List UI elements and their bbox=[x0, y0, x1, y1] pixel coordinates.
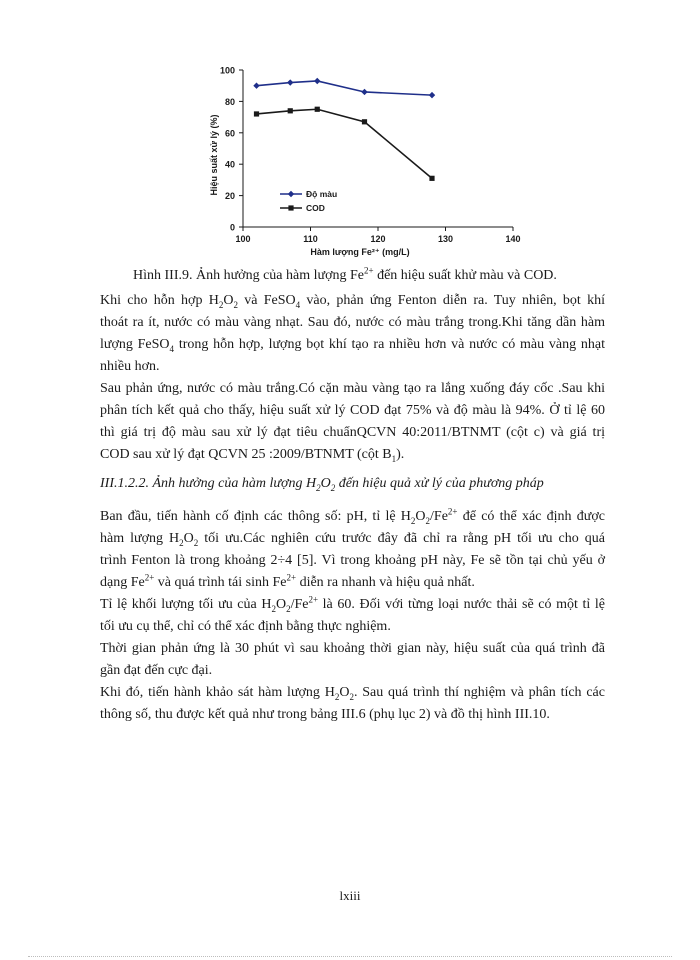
axes bbox=[243, 70, 513, 227]
page-border bbox=[28, 956, 672, 957]
series-group bbox=[253, 78, 435, 181]
legend-label: Độ màu bbox=[306, 189, 338, 199]
series-line bbox=[257, 81, 433, 95]
p3-line-3: trình Fenton là trong khoảng 2÷4 [5]. Vì trong khoảng pH này, Fe sẽ tồn tại chủ yếu ở bbox=[100, 553, 605, 568]
series-cod bbox=[254, 107, 435, 181]
p2-line-4: COD sau xử lý đạt QCVN 25 :2009/BTNMT (cột $B_1$). bbox=[100, 447, 405, 464]
legend-marker bbox=[288, 205, 293, 210]
x-tick-label: 140 bbox=[505, 234, 521, 244]
data-point bbox=[287, 79, 293, 85]
y-tick-label: 20 bbox=[224, 191, 235, 202]
y-tick-label: 0 bbox=[229, 222, 235, 233]
paragraph-1 bbox=[100, 290, 605, 378]
p6-line-1: Khi đó, tiến hành khảo sát hàm lượng $H_2O_2$. Sau quá trình thí nghiệm và phân tích các bbox=[100, 685, 605, 702]
data-point bbox=[361, 89, 367, 95]
p1-line-3: lượng FeSO$_4$ trong hỗn hợp, lượng bọt khí tạo ra nhiều hơn và nước có màu vàng nhạt bbox=[100, 337, 605, 354]
paragraph-6 bbox=[100, 682, 605, 726]
y-axis-label: Hiệu suất xử lý (%) bbox=[209, 114, 219, 196]
legend bbox=[280, 189, 337, 213]
p1-line-2: thoát ra ít, nước có màu vàng nhạt. Sau đó, nước có màu trắng trong.Khi tăng dần hàm bbox=[100, 315, 605, 330]
p5-line-2: gần đạt đến cực đại. bbox=[100, 663, 213, 678]
legend-marker bbox=[288, 191, 294, 197]
p6-line-2: thông số, thu được kết quả như trong bảng III.6 (phụ lục 2) và đồ thị hình III.10. bbox=[100, 707, 550, 722]
y-tick-label: 40 bbox=[224, 159, 235, 170]
data-point bbox=[254, 111, 259, 116]
p1-line-4: nhiều hơn. bbox=[100, 359, 160, 374]
p1-line-1: Khi cho hỗn hợp $H_2O_2$ và FeSO$_4$ vào, phản ứng Fenton diễn ra. Tuy nhiên, bọt khí bbox=[100, 293, 605, 310]
data-point bbox=[429, 176, 434, 181]
p3-line-2: hàm lượng $H_2O_2$ tối ưu.Các nghiên cứu trước đây đã chỉ ra rằng pH tối ưu cho quá bbox=[100, 531, 605, 548]
p4-line-2: tối ưu cụ thể, chỉ có thể xác định bằng thực nghiệm. bbox=[100, 619, 391, 634]
x-tick-label: 110 bbox=[303, 234, 318, 244]
x-axis-label: Hàm lượng Fe²⁺ (mg/L) bbox=[310, 247, 410, 257]
paragraph-3 bbox=[100, 506, 605, 594]
y-tick-label: 80 bbox=[224, 96, 235, 107]
p3-line-1: Ban đầu, tiến hành cố định các thông số: pH, tỉ lệ $H_2O_2/Fe^{2+}$ để có thể xác định được bbox=[100, 506, 605, 526]
p2-line-2: phân tích kết quả cho thấy, hiệu suất xử lý COD đạt 75% và độ màu là 94%. Ở tỉ lệ 60 bbox=[100, 403, 605, 418]
section-heading bbox=[100, 476, 544, 492]
x-tick-label: 120 bbox=[370, 234, 386, 244]
legend-label: COD bbox=[306, 203, 325, 213]
series-line bbox=[257, 109, 433, 178]
paragraph-4 bbox=[100, 594, 605, 638]
p4-line-1: Tỉ lệ khối lượng tối ưu của $H_2O_2/Fe^{2+}$ là 60. Đối với từng loại nước thải sẽ có một tỉ lệ bbox=[100, 594, 605, 614]
figure-caption bbox=[133, 265, 557, 284]
x-tick-label: 100 bbox=[235, 234, 251, 244]
data-point bbox=[288, 108, 293, 113]
y-tick-label: 60 bbox=[224, 128, 235, 139]
page-number: lxiii bbox=[339, 888, 361, 903]
data-point bbox=[315, 107, 320, 112]
heading-text: III.1.2.2. Ảnh hưởng của hàm lượng $H_2O_2$ đến hiệu quả xử lý của phương pháp bbox=[100, 476, 544, 493]
y-tick-label: 100 bbox=[219, 65, 235, 76]
x-tick-label: 130 bbox=[437, 234, 454, 244]
paragraph-5 bbox=[100, 638, 605, 682]
caption-render: Hình III.9. Ảnh hưởng của hàm lượng $Fe^{2+}$ đến hiệu suất khử màu và COD. bbox=[133, 265, 557, 283]
chart bbox=[195, 55, 535, 257]
p2-line-3: thì giá trị độ màu sau xử lý đạt tiêu chuẩnQCVN 40:2011/BTNMT (cột c) và giá trị bbox=[100, 425, 605, 440]
p5-line-1: Thời gian phản ứng là 30 phút vì sau khoảng thời gian này, hiệu suất của quá trình đã bbox=[100, 641, 605, 656]
paragraph-2 bbox=[100, 378, 605, 466]
data-point bbox=[314, 78, 320, 84]
data-point bbox=[429, 92, 435, 98]
p3-line-4: dạng $Fe^{2+}$ và quá trình tái $\sinh Fe^{2+}$ diễn ra nhanh và hiệu quả nhất. bbox=[100, 572, 475, 590]
p2-line-1: Sau phản ứng, nước có màu trắng.Có cặn màu vàng tạo ra lắng xuống đáy cốc .Sau khi bbox=[100, 381, 605, 396]
series-color bbox=[253, 78, 435, 99]
data-point bbox=[253, 83, 259, 89]
data-point bbox=[362, 119, 367, 124]
